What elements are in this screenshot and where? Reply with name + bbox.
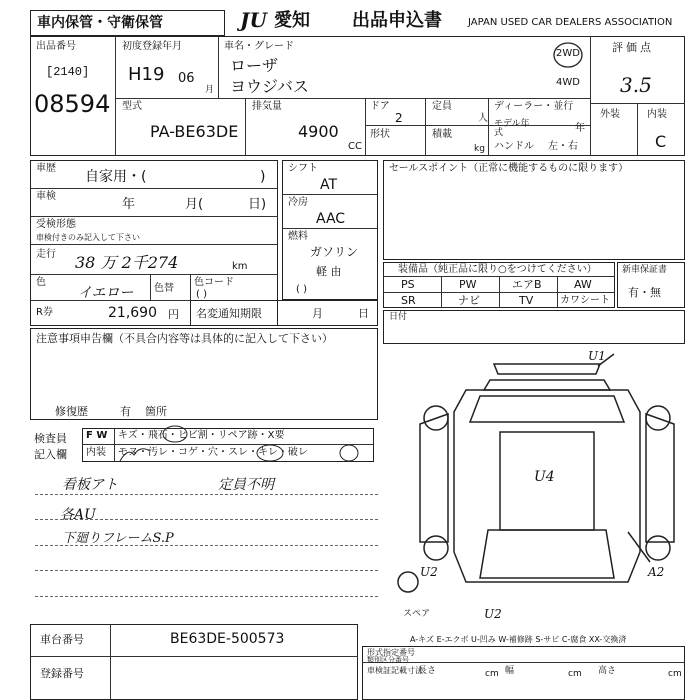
displacement-unit: CC	[348, 141, 362, 152]
model-grade: ヨウジバス	[230, 77, 309, 96]
equipment-leather-seat: カワシート	[560, 295, 610, 306]
org-name: 愛知	[274, 10, 310, 31]
remark-4: 下廻りフレームS.P	[62, 531, 174, 546]
equipment-navi: ナビ	[458, 294, 480, 307]
fuel-paren: ( )	[296, 284, 307, 295]
recycle-label: R券	[36, 307, 53, 318]
inspector-interior-items: モヌ・汚レ・コゲ・穴・スレ・キレ・破レ	[118, 447, 308, 458]
mileage-value: 38 万 2千274	[75, 253, 179, 272]
class-label: 類別区分番号	[367, 656, 409, 664]
score-interior-label: 内装	[647, 109, 667, 120]
length-unit: cm	[485, 669, 499, 679]
fuel-label: 燃料	[288, 231, 308, 242]
form-title: 出品申込書	[352, 10, 442, 31]
reinspection-note: 車検付きのみ記入して下さい	[36, 233, 140, 242]
inspection-label: 車検	[36, 191, 56, 202]
score-exterior-label: 外装	[600, 109, 620, 120]
deadline-month: 月	[312, 307, 323, 320]
score-interior-value: C	[655, 132, 667, 151]
inspector-fw-items: キズ・飛石・ヒビ割・リペア跡・X要	[118, 430, 285, 441]
chassis-value: BE63DE-500573	[170, 631, 285, 647]
ac-label: 冷房	[288, 197, 308, 208]
chassis-label: 車台番号	[40, 633, 84, 646]
registration-label: 初度登録年月	[122, 41, 182, 52]
score-value: 3.5	[620, 73, 652, 97]
spare-label: スペア	[403, 609, 431, 619]
fuel-value: ガソリン	[310, 245, 359, 259]
model-label: 車名・グレード	[224, 41, 294, 52]
registration-year: H19	[128, 64, 165, 85]
sales-points-label: セールスポイント（正常に機能するものに限ります）	[389, 163, 629, 174]
history-close: )	[260, 169, 266, 185]
recycle-value: 21,690	[108, 305, 157, 321]
height-unit: cm	[668, 669, 682, 679]
capacity-unit: 人	[478, 113, 488, 124]
color-label: 色	[36, 277, 46, 288]
damage-legend: A-キズ E-エクボ U-凹み W-補修跡 S-サビ C-腐食 XX-交換済	[410, 635, 627, 644]
damage-mark-u2-rear: U2	[484, 607, 502, 621]
ju-logo: JU	[240, 8, 267, 32]
load-unit: kg	[474, 144, 485, 154]
type-value: PA-BE63DE	[150, 122, 239, 141]
registration-month: 06	[178, 71, 195, 86]
history-label: 車歴	[36, 163, 56, 174]
remark-3: 各AU	[60, 507, 96, 523]
damage-mark-u2-left: U2	[420, 565, 438, 579]
damage-mark-u4: U4	[534, 469, 555, 485]
history-value: 自家用・(	[85, 169, 147, 185]
equipment-aw: AW	[574, 278, 592, 291]
mileage-unit: km	[232, 261, 248, 272]
model-year-unit: 年	[575, 123, 585, 134]
handle-label: ハンドル	[494, 141, 534, 152]
color-value: イエロー	[78, 285, 134, 301]
lot-number: 08594	[34, 90, 111, 118]
reinspection-label: 受検形態	[36, 219, 76, 230]
equipment-tv: TV	[519, 294, 534, 307]
width-unit: cm	[568, 669, 582, 679]
color-code-label: 色コード	[194, 277, 234, 288]
vehicle-info-frame	[30, 36, 685, 156]
mileage-label: 走行	[36, 249, 56, 260]
registration-month-unit: 月	[205, 85, 215, 95]
plate-label: 登録番号	[40, 667, 84, 680]
drive-2wd: 2WD	[556, 48, 580, 59]
color-code-paren: ( )	[196, 289, 207, 300]
deadline-label: 名変通知期限	[196, 307, 262, 320]
storage-notice: 車内保管・守衛保管	[37, 15, 163, 31]
equipment-label: 装備品（純正品に限り○をつけてください）	[398, 264, 597, 275]
dealer-label: ディーラー・並行	[494, 101, 574, 112]
shape-label: 形状	[370, 129, 390, 140]
lot-label: 出品番号	[36, 41, 76, 52]
notes-label: 注意事項申告欄（不具合内容等は具体的に記入して下さい）	[36, 332, 333, 345]
handle-value: 左・右	[548, 141, 578, 152]
warranty-value: 有・無	[628, 286, 661, 299]
equipment-airbag: エアB	[512, 278, 542, 291]
displacement-value: 4900	[298, 122, 339, 141]
inspection-day: 日)	[248, 197, 267, 212]
org-english: JAPAN USED CAR DEALERS ASSOCIATION	[468, 17, 673, 28]
equipment-pw: PW	[459, 278, 477, 291]
inspector-interior: 内装	[86, 447, 106, 458]
sales-points-frame	[383, 160, 685, 260]
height-label: 高さ	[598, 666, 617, 676]
shift-label: シフト	[288, 163, 318, 174]
inspector-fw: F W	[86, 430, 108, 441]
inspector-circle-marks	[110, 425, 370, 465]
load-label: 積載	[432, 129, 452, 140]
ac-value: AAC	[316, 211, 346, 227]
repair-label: 修復歴	[55, 405, 88, 418]
repair-suffix: 箇所	[145, 405, 167, 418]
length-label: 長さ	[418, 666, 437, 676]
remark-1: 看板アト	[62, 477, 118, 493]
dimension-label: 車検証記載寸法	[367, 666, 423, 675]
cert-label: 形式指定番号	[367, 648, 415, 657]
remark-2: 定員不明	[218, 477, 274, 493]
repair-value: 有	[120, 405, 131, 418]
date-label: 日付	[389, 312, 408, 322]
drive-4wd: 4WD	[556, 77, 580, 88]
equipment-sr: SR	[401, 294, 416, 307]
date-frame	[383, 310, 685, 344]
repaint-label: 色替	[154, 283, 174, 294]
model-year-label: モデル年式	[494, 119, 530, 138]
recycle-unit: 円	[168, 308, 179, 321]
doors-value: 2	[395, 111, 403, 125]
displacement-label: 排気量	[252, 101, 282, 112]
warranty-label: 新車保証書	[622, 265, 668, 275]
inspection-month: 月(	[185, 197, 204, 212]
equipment-ps: PS	[401, 278, 415, 291]
shift-value: AT	[320, 177, 338, 193]
inspector-label-2: 記入欄	[34, 448, 67, 461]
score-label: 評価点	[612, 41, 654, 54]
damage-mark-u1: U1	[588, 349, 606, 363]
inspector-label-1: 検査員	[34, 432, 67, 445]
capacity-label: 定員	[432, 101, 452, 112]
inspection-year: 年	[122, 197, 136, 212]
width-label: 幅	[505, 666, 515, 676]
fuel-symbol: 軽 由	[316, 265, 342, 278]
vehicle-damage-diagram	[418, 349, 688, 622]
damage-mark-a2: A2	[648, 565, 665, 579]
type-label: 型式	[122, 101, 142, 112]
doors-label: ドア	[370, 101, 390, 112]
model-name: ローザ	[230, 56, 279, 75]
lot-code: [2140]	[46, 65, 90, 79]
deadline-day: 日	[358, 307, 369, 320]
